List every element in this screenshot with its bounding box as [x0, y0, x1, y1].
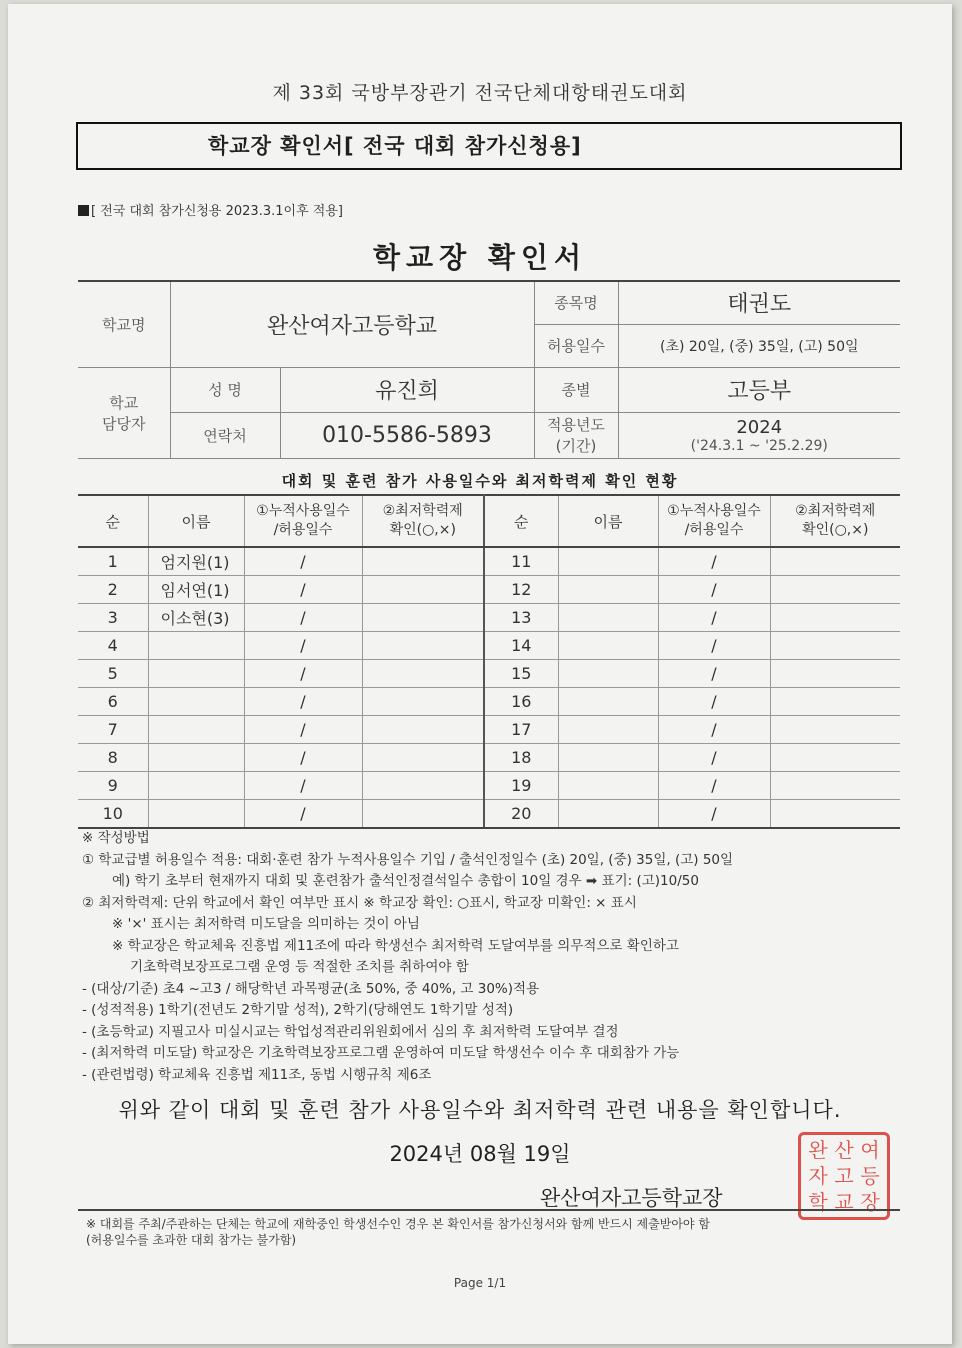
cell-check	[770, 547, 900, 576]
seal-char: 등	[860, 1164, 880, 1188]
sport-value: 태권도	[618, 281, 900, 324]
seal-char: 산	[834, 1138, 854, 1162]
division-value: 고등부	[618, 367, 900, 412]
note-line: ① 학교급별 허용일수 적용: 대회·훈련 참가 누적사용일수 기입 / 출석인정일수 (초) 20일, (중) 35일, (고) 50일	[82, 851, 734, 868]
info-table	[78, 280, 900, 459]
header-check-right-line1: ②최저학력제	[795, 503, 876, 519]
table-row	[78, 547, 900, 576]
division-label: 종별	[534, 367, 618, 412]
cell-check	[770, 716, 900, 744]
header-check-line2: 확인(○,×)	[389, 522, 456, 538]
cell-no: 3	[78, 604, 148, 632]
seal-char: 여	[860, 1138, 880, 1162]
cell-days: /	[658, 604, 770, 632]
footer-divider	[78, 1209, 900, 1211]
cell-days: /	[658, 688, 770, 716]
cell-name	[558, 772, 658, 800]
contact-value: 010-5586-5893	[280, 412, 534, 458]
cell-check	[362, 688, 484, 716]
school-label: 학교명	[78, 281, 170, 367]
cell-no: 13	[484, 604, 558, 632]
header-days-line1: ①누적사용일수	[256, 503, 350, 519]
sport-label: 종목명	[534, 281, 618, 324]
table-row	[78, 688, 900, 716]
cell-check	[362, 604, 484, 632]
notes-section	[82, 826, 902, 1084]
cell-days: /	[658, 547, 770, 576]
seal-char: 교	[834, 1190, 854, 1214]
cell-days: /	[244, 744, 362, 772]
cell-days: /	[658, 800, 770, 829]
cell-no: 19	[484, 772, 558, 800]
cell-days: /	[658, 772, 770, 800]
note-line: - (성적적용) 1학기(전년도 2학기말 성적), 2학기(당해연도 1학기말 성적)	[82, 1002, 514, 1018]
cell-no: 17	[484, 716, 558, 744]
name-value: 유진희	[280, 367, 534, 412]
cell-no: 11	[484, 547, 558, 576]
cell-days: /	[658, 744, 770, 772]
header-no-right: 순	[484, 495, 558, 547]
document-page	[8, 4, 952, 1344]
year-cell	[618, 412, 900, 458]
cell-name	[558, 688, 658, 716]
cell-name	[148, 688, 244, 716]
table-row	[78, 660, 900, 688]
cell-no: 9	[78, 772, 148, 800]
seal-char: 자	[808, 1164, 828, 1188]
table-row	[78, 604, 900, 632]
cell-name	[558, 632, 658, 660]
cell-days: /	[658, 716, 770, 744]
cell-check	[362, 716, 484, 744]
school-seal-stamp	[798, 1132, 890, 1220]
cell-days: /	[244, 772, 362, 800]
cell-no: 8	[78, 744, 148, 772]
cell-name	[148, 716, 244, 744]
seal-char: 완	[808, 1138, 828, 1162]
note-line: 예) 학기 초부터 현재까지 대회 및 훈련참가 출석인정결석일수 총합이 10일 경우 ➡ 표기: (고)10/50	[112, 873, 699, 889]
seal-char: 장	[860, 1190, 880, 1214]
cell-name	[558, 604, 658, 632]
roster-header-row	[78, 495, 900, 547]
cell-no: 12	[484, 576, 558, 604]
cell-name	[148, 772, 244, 800]
cell-name	[558, 576, 658, 604]
cell-name	[148, 660, 244, 688]
applied-note	[78, 200, 343, 219]
seal-char: 고	[834, 1164, 854, 1188]
cell-days: /	[244, 604, 362, 632]
table-row	[78, 576, 900, 604]
header-check-right	[770, 495, 900, 547]
cell-no: 14	[484, 632, 558, 660]
footer-note-line1: ※ 대회를 주최/주관하는 단체는 학교에 재학중인 학생선수인 경우 본 확인서를 참가신청서와 함께 반드시 제출받아야 함	[86, 1217, 710, 1231]
cell-name	[558, 716, 658, 744]
cell-days: /	[244, 547, 362, 576]
note-line: - (관련법령) 학교체육 진흥법 제11조, 동법 시행규칙 제6조	[82, 1066, 432, 1083]
table-row	[78, 716, 900, 744]
cell-no: 20	[484, 800, 558, 829]
cell-name	[558, 547, 658, 576]
roster-body	[78, 547, 900, 828]
note-line: - (초등학교) 지필고사 미실시교는 학업성적관리위원회에서 심의 후 최저학력 도달여부 결정	[82, 1023, 619, 1040]
header-check	[362, 495, 484, 547]
section-heading: 대회 및 훈련 참가 사용일수와 최저학력제 확인 현황	[281, 472, 679, 490]
cell-days: /	[244, 688, 362, 716]
roster-table	[78, 494, 900, 829]
cell-days: /	[244, 800, 362, 829]
header-check-line1: ②최저학력제	[382, 503, 463, 519]
manager-label: 학교 담당자	[78, 367, 170, 458]
allowed-days-label: 허용일수	[534, 324, 618, 367]
cell-check	[770, 604, 900, 632]
cell-name	[148, 800, 244, 829]
school-value: 완산여자고등학교	[170, 281, 534, 367]
cell-days: /	[244, 576, 362, 604]
principal-name: 완산여자고등학교장	[540, 1186, 723, 1210]
cell-no: 6	[78, 688, 148, 716]
cell-days: /	[244, 716, 362, 744]
cell-name: 엄지원(1)	[148, 547, 244, 576]
cell-name	[148, 744, 244, 772]
cell-check	[770, 744, 900, 772]
header-days-right-line1: ①누적사용일수	[667, 503, 761, 519]
cell-name: 이소현(3)	[148, 604, 244, 632]
year-value: 2024	[736, 416, 783, 438]
cell-check	[362, 632, 484, 660]
cell-name	[558, 660, 658, 688]
note-line: ② 최저학력제: 단위 학교에서 확인 여부만 표시 ※ 학교장 확인: ○표시, 학교장 미확인: × 표시	[82, 894, 637, 911]
page-number: Page 1/1	[453, 1276, 507, 1290]
contact-label: 연락처	[170, 412, 280, 458]
cell-days: /	[658, 660, 770, 688]
note-line: 기초학력보장프로그램 운영 등 적절한 조치를 취하여야 함	[130, 959, 469, 975]
cell-name: 임서연(1)	[148, 576, 244, 604]
square-bullet-icon	[78, 205, 89, 216]
note-line: - (대상/기준) 초4 ~고3 / 해당학년 과목평균(초 50%, 중 40%, 고 30%)적용	[82, 980, 540, 997]
cell-days: /	[244, 660, 362, 688]
cell-check	[362, 576, 484, 604]
note-line: - (최저학력 미도달) 학교장은 기초학력보장프로그램 운영하여 미도달 학생선수 이수 후 대회참가 가능	[82, 1045, 680, 1061]
allowed-days-value: (초) 20일, (중) 35일, (고) 50일	[618, 324, 900, 367]
cell-check	[770, 632, 900, 660]
cell-no: 7	[78, 716, 148, 744]
cell-days: /	[244, 632, 362, 660]
cell-no: 10	[78, 800, 148, 829]
cell-check	[770, 800, 900, 829]
cell-name	[558, 800, 658, 829]
cell-no: 15	[484, 660, 558, 688]
name-label: 성 명	[170, 367, 280, 412]
cell-days: /	[658, 576, 770, 604]
cell-check	[770, 688, 900, 716]
header-days	[244, 495, 362, 547]
table-row	[78, 800, 900, 829]
cell-check	[362, 547, 484, 576]
header-days-right-line2: /허용일수	[684, 522, 744, 538]
cell-no: 18	[484, 744, 558, 772]
header-days-right	[658, 495, 770, 547]
cell-no: 5	[78, 660, 148, 688]
cell-check	[770, 772, 900, 800]
main-heading: 학교장 확인서	[372, 241, 588, 274]
header-days-line2: /허용일수	[273, 522, 333, 538]
issue-date: 2024년 08월 19일	[389, 1142, 571, 1166]
cell-check	[770, 660, 900, 688]
note-line: ※ 학교장은 학교체육 진흥법 제11조에 따라 학생선수 최저학력 도달여부를 의무적으로 확인하고	[112, 937, 679, 954]
seal-char: 학	[808, 1190, 828, 1214]
footer-note	[86, 1216, 916, 1248]
cell-name	[558, 744, 658, 772]
header-check-right-line2: 확인(○,×)	[802, 522, 869, 538]
note-line: ※ '×' 표시는 최저학력 미도달을 의미하는 것이 아님	[112, 916, 420, 932]
cell-check	[770, 576, 900, 604]
cell-name	[148, 632, 244, 660]
table-row	[78, 772, 900, 800]
year-label: 적용년도	[547, 416, 605, 434]
header-no: 순	[78, 495, 148, 547]
applied-note-text: [ 전국 대회 참가신청용 2023.3.1이후 적용]	[91, 204, 343, 219]
footer-note-line2: (허용일수를 초과한 대회 참가는 불가함)	[86, 1233, 297, 1247]
cell-no: 4	[78, 632, 148, 660]
cell-check	[362, 660, 484, 688]
year-period: ('24.3.1 ~ '25.2.29)	[690, 437, 828, 454]
cell-check	[362, 800, 484, 829]
header-name-right: 이름	[558, 495, 658, 547]
confirm-statement: 위와 같이 대회 및 훈련 참가 사용일수와 최저학력 관련 내용을 확인합니다.	[118, 1098, 842, 1122]
year-sub-label: (기간)	[555, 437, 597, 455]
table-row	[78, 632, 900, 660]
year-label-cell	[534, 412, 618, 458]
header-name: 이름	[148, 495, 244, 547]
cell-check	[362, 744, 484, 772]
note-heading: ※ 작성방법	[82, 830, 150, 846]
cell-check	[362, 772, 484, 800]
cell-no: 1	[78, 547, 148, 576]
cell-days: /	[658, 632, 770, 660]
cell-no: 2	[78, 576, 148, 604]
event-title: 제 33회 국방부장관기 전국단체대항태권도대회	[272, 82, 688, 104]
cell-no: 16	[484, 688, 558, 716]
document-title-box: 학교장 확인서[ 전국 대회 참가신청용]	[76, 122, 902, 170]
table-row	[78, 744, 900, 772]
